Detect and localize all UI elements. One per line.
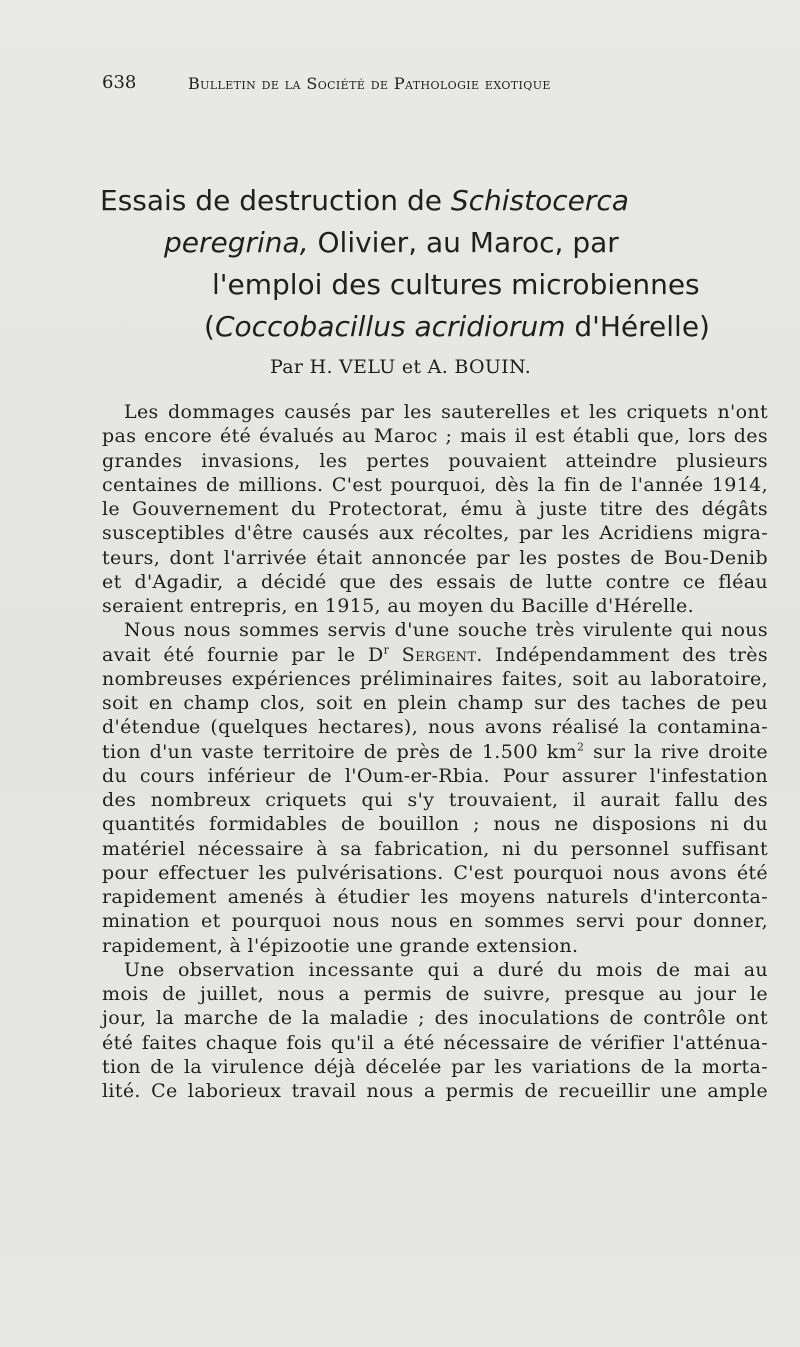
article-title: [100, 180, 760, 348]
text-line: centaines de millions. C'est pourquoi, dès la fin de l'année 1914,: [102, 473, 768, 496]
text-line: pour effectuer les pulvérisations. C'est pourquoi nous avons été: [102, 861, 768, 884]
title-line-2: peregrina, Olivier, au Maroc, par: [164, 226, 619, 259]
text-line: et d'Agadir, a décidé que des essais de lutte contre ce fléau: [102, 570, 768, 593]
body-text: [102, 400, 768, 1103]
text-line: pas encore été évalués au Maroc ; mais il est établi que, lors des: [102, 425, 768, 448]
text-line: lité. Ce laborieux travail nous a permis de recueillir une ample: [102, 1080, 768, 1102]
title-line-4: (Coccobacillus acridiorum d'Hérelle): [204, 310, 710, 343]
title-line-1: Essais de destruction de Schistocerca: [100, 184, 629, 217]
text-line: nombreuses expériences préliminaires faites, soit au laboratoire,: [102, 667, 768, 690]
journal-title: Bulletin de la Société de Pathologie exotique: [188, 74, 551, 93]
text-line: été faites chaque fois qu'il a été nécessaire de vérifier l'atténua-: [102, 1031, 768, 1054]
page-number: 638: [102, 72, 137, 93]
authors-byline: Par H. VELU et A. BOUIN.: [270, 356, 532, 378]
text-line: des nombreux criquets qui s'y trouvaient, il aurait fallu des: [102, 789, 768, 811]
text-line: mination et pourquoi nous nous en sommes servi pour donner,: [102, 910, 768, 933]
text-line: d'étendue (quelques hectares), nous avons réalisé la contamina-: [102, 716, 768, 739]
text-line: jour, la marche de la maladie ; des inoculations de contrôle ont: [102, 1007, 768, 1030]
text-line: quantités formidables de bouillon ; nous ne disposions ni du: [102, 813, 768, 836]
text-line: Les dommages causés par les sauterelles et les criquets n'ont: [124, 401, 768, 423]
text-line: susceptibles d'être causés aux récoltes, par les Acridiens migra-: [102, 522, 768, 545]
text-line: Nous nous sommes servis d'une souche très virulente qui nous: [124, 619, 768, 642]
text-line: tion de la virulence déjà décelée par les variations de la morta-: [102, 1055, 768, 1078]
text-line: du cours inférieur de l'Oum-er-Rbia. Pour assurer l'infestation: [102, 764, 768, 787]
text-line: teurs, dont l'arrivée était annoncée par les postes de Bou-Denib: [102, 546, 768, 569]
text-line: mois de juillet, nous a permis de suivre, presque au jour le: [102, 983, 768, 1005]
text-line: le Gouvernement du Protectorat, ému à juste titre des dégâts: [102, 498, 768, 520]
text-line: matériel nécessaire à sa fabrication, ni du personnel suffisant: [102, 837, 768, 860]
title-line-3: l'emploi des cultures microbiennes: [212, 268, 700, 301]
text-line: Une observation incessante qui a duré du mois de mai au: [124, 958, 768, 981]
text-line: rapidement, à l'épizootie une grande extension.: [102, 934, 579, 957]
text-line: rapidement amenés à étudier les moyens naturels d'interconta-: [102, 886, 768, 908]
text-line: avait été fournie par le $D^r$ Sergent. Indépendamment des très: [102, 643, 769, 666]
text-line: grandes invasions, les pertes pouvaient atteindre plusieurs: [102, 449, 768, 472]
text-line: seraient entrepris, en 1915, au moyen du Bacille d'Hérelle.: [102, 595, 694, 617]
text-line: soit en champ clos, soit en plein champ sur des taches de peu: [102, 692, 768, 714]
running-head: [102, 72, 702, 102]
text-line: tion d'un vaste territoire de près de 1.500 $km^2$ sur la rive droite: [102, 740, 768, 763]
